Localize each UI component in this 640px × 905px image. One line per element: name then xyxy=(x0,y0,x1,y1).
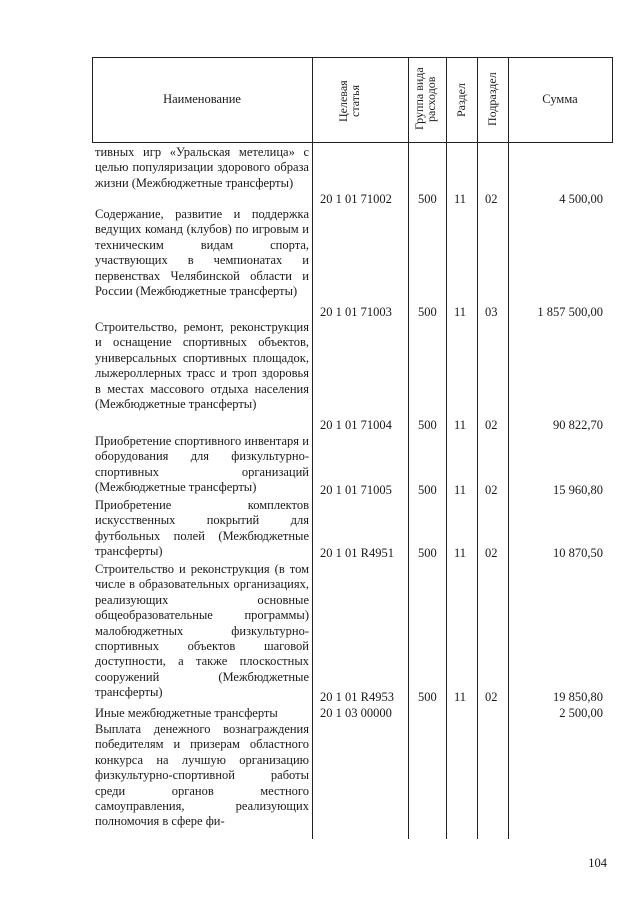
row-subsection: 02 xyxy=(485,546,498,560)
table-top-border xyxy=(92,57,613,58)
header-target: Целевая статья xyxy=(336,80,362,122)
column-divider xyxy=(408,57,409,839)
row-group: 500 xyxy=(418,546,437,560)
row-target: 20 1 03 00000 xyxy=(320,706,392,720)
row-group: 500 xyxy=(418,483,437,497)
row-name: Содержание, развитие и поддержка ведущих команд (клубов) по игровым и техническим видам спорта, участвующих в чемпионатах и первенствах Челябинской области и России (Межбюджетные трансферты) xyxy=(95,207,309,299)
column-divider xyxy=(508,57,509,839)
header-bottom-border xyxy=(92,142,613,143)
row-amount: 4 500,00 xyxy=(559,192,603,206)
row-subsection: 02 xyxy=(485,192,498,206)
row-target: 20 1 01 R4953 xyxy=(320,690,394,704)
header-expense-group: Группа вида расходов xyxy=(412,67,438,131)
row-subsection: 02 xyxy=(485,483,498,497)
row-group: 500 xyxy=(418,418,437,432)
row-amount: 2 500,00 xyxy=(559,706,603,720)
row-target: 20 1 01 71005 xyxy=(320,483,392,497)
row-group: 500 xyxy=(418,305,437,319)
header-subsection: Подраздел xyxy=(485,72,499,126)
row-subsection: 02 xyxy=(485,418,498,432)
row-name: Выплата денежного вознаграждения победителям и призерам областного конкурса на лучшую организацию физкультурно-спортивной работы среди органов местного самоуправления, реализующих полномочия в сфере фи- xyxy=(95,722,309,829)
row-subsection: 03 xyxy=(485,305,498,319)
row-amount: 10 870,50 xyxy=(553,546,603,560)
row-amount: 15 960,80 xyxy=(553,483,603,497)
row-name: Строительство и реконструкция (в том числе в образовательных организациях, реализующих основные общеобразовательные программы) малобюджетных физкультурно-спортивных объектов шаговой доступности, а также плоскостных сооружений (Межбюджетные трансферты) xyxy=(95,562,309,700)
row-section: 11 xyxy=(454,305,467,319)
row-name: Приобретение спортивного инвентаря и оборудования для физкультурно-спортивных организаций (Межбюджетные трансферты) xyxy=(95,434,309,495)
column-divider xyxy=(477,57,478,839)
row-section: 11 xyxy=(454,546,467,560)
header-amount: Сумма xyxy=(542,92,578,106)
row-name: Строительство, ремонт, реконструкция и оснащение спортивных объектов, универсальных спортивных площадок, лыжероллерных трасс и троп здоровья в местах массового отдыха населения (Межбюджетные трансферты) xyxy=(95,320,309,412)
row-name: тивных игр «Уральская метелица» с целью популяризации здорового образа жизни (Межбюджетные трансферты) xyxy=(95,145,309,190)
row-amount: 1 857 500,00 xyxy=(537,305,603,319)
row-target: 20 1 01 71004 xyxy=(320,418,392,432)
row-amount: 90 822,70 xyxy=(553,418,603,432)
row-section: 11 xyxy=(454,418,467,432)
row-subsection: 02 xyxy=(485,690,498,704)
row-group: 500 xyxy=(418,192,437,206)
page-number: 104 xyxy=(588,856,607,870)
column-divider xyxy=(446,57,447,839)
row-section: 11 xyxy=(454,483,467,497)
row-name: Иные межбюджетные трансферты xyxy=(95,706,278,720)
column-divider xyxy=(312,57,313,839)
row-section: 11 xyxy=(454,690,467,704)
row-section: 11 xyxy=(454,192,467,206)
row-name: Приобретение комплектов искусственных покрытий для футбольных полей (Межбюджетные трансферты) xyxy=(95,498,309,559)
header-section: Раздел xyxy=(454,83,468,117)
row-group: 500 xyxy=(418,690,437,704)
row-target: 20 1 01 71002 xyxy=(320,192,392,206)
row-target: 20 1 01 71003 xyxy=(320,305,392,319)
header-name: Наименование xyxy=(163,92,241,106)
row-target: 20 1 01 R4951 xyxy=(320,546,394,560)
table-right-border xyxy=(612,57,613,143)
row-amount: 19 850,80 xyxy=(553,690,603,704)
